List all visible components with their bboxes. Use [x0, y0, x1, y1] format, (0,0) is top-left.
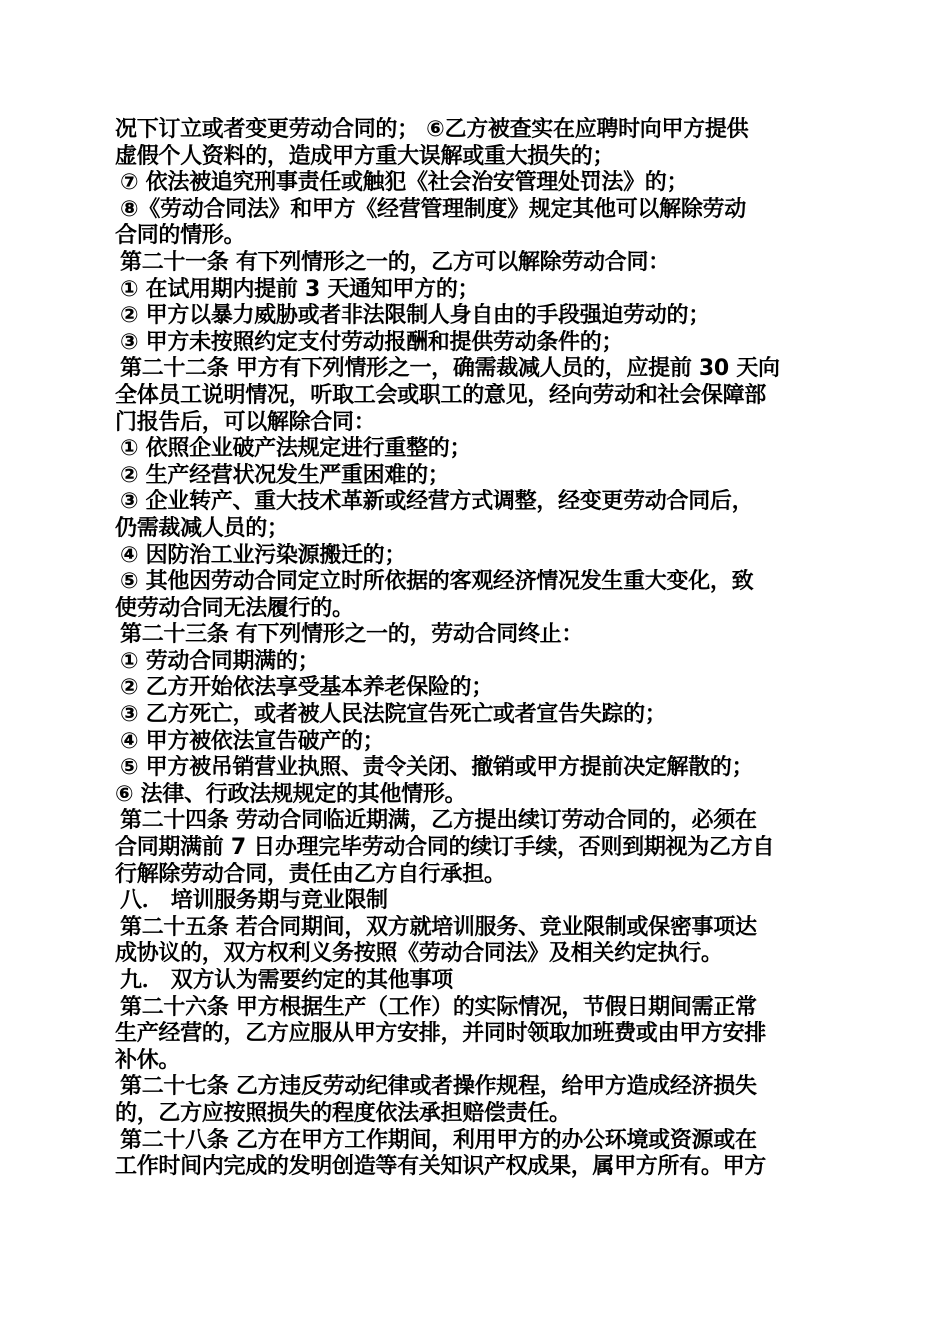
- text-line: ① 在试用期内提前 3 天通知甲方的；: [120, 276, 480, 302]
- text-line: 九． 双方认为需要约定的其他事项: [120, 968, 453, 993]
- document-page: [115, 117, 845, 1181]
- text-line: ⑤ 甲方被吊销营业执照、责令关闭、撤销或甲方提前决定解散的；: [120, 755, 754, 781]
- text-line: 成协议的，双方权利义务按照《劳动合同法》及相关约定执行。: [115, 941, 723, 967]
- text-line: ④ 因防治工业污染源搬迁的；: [120, 542, 407, 568]
- text-line: ③ 甲方未按照约定支付劳动报酬和提供劳动条件的；: [120, 329, 624, 355]
- text-line: 八． 培训服务期与竞业限制: [120, 888, 388, 914]
- text-line: ④ 甲方被依法宣告破产的；: [120, 728, 385, 754]
- text-line: 第二十七条 乙方违反劳动纪律或者操作规程，给甲方造成经济损失: [120, 1074, 757, 1100]
- text-line: 第二十六条 甲方根据生产（工作）的实际情况，节假日期间需正常: [120, 994, 757, 1020]
- text-line: 况下订立或者变更劳动合同的； ⑥乙方被查实在应聘时向甲方提供: [115, 117, 749, 142]
- text-line: ③ 企业转产、重大技术革新或经营方式调整，经变更劳动合同后，: [120, 489, 754, 515]
- text-line: ③ 乙方死亡，或者被人民法院宣告死亡或者宣告失踪的；: [120, 702, 667, 728]
- text-line: ⑦ 依法被追究刑事责任或触犯《社会治安管理处罚法》的；: [120, 170, 689, 196]
- text-line: 全体员工说明情况，听取工会或职工的意见，经向劳动和社会保障部: [115, 382, 767, 408]
- text-line: 门报告后，可以解除合同：: [115, 409, 376, 435]
- text-line: 合同的情形。: [115, 223, 246, 249]
- text-line: 第二十四条 劳动合同临近期满，乙方提出续订劳动合同的，必须在: [120, 808, 757, 834]
- text-line: 虚假个人资料的，造成甲方重大误解或重大损失的；: [115, 143, 615, 169]
- text-line: ⑤ 其他因劳动合同定立时所依据的客观经济情况发生重大变化，致: [120, 569, 754, 595]
- text-line: 工作时间内完成的发明创造等有关知识产权成果，属甲方所有。甲方: [115, 1154, 767, 1180]
- text-line: ① 劳动合同期满的；: [120, 648, 320, 674]
- text-line: ① 依照企业破产法规定进行重整的；: [120, 436, 472, 462]
- text-line: 合同期满前 7 日办理完毕劳动合同的续订手续，否则到期视为乙方自: [115, 835, 775, 861]
- text-line: ② 甲方以暴力威胁或者非法限制人身自由的手段强迫劳动的；: [120, 303, 710, 329]
- text-line: 第二十一条 有下列情形之一的，乙方可以解除劳动合同：: [120, 249, 670, 275]
- text-line: 第二十八条 乙方在甲方工作期间，利用甲方的办公环境或资源或在: [120, 1127, 757, 1153]
- text-line: 仍需裁减人员的；: [115, 515, 289, 541]
- text-line: 的，乙方应按照损失的程度依法承担赔偿责任。: [115, 1100, 571, 1126]
- text-line: 补休。: [115, 1047, 181, 1073]
- text-line: 生产经营的，乙方应服从甲方安排，并同时领取加班费或由甲方安排: [115, 1021, 767, 1047]
- text-line: 第二十二条 甲方有下列情形之一，确需裁减人员的，应提前 30 天向: [120, 356, 780, 382]
- text-line: ⑧《劳动合同法》和甲方《经营管理制度》规定其他可以解除劳动: [120, 196, 746, 222]
- text-line: ⑥ 法律、行政法规规定的其他情形。: [115, 781, 467, 807]
- text-line: 行解除劳动合同，责任由乙方自行承担。: [115, 861, 506, 887]
- text-line: ② 生产经营状况发生严重困难的；: [120, 462, 450, 488]
- text-line: ② 乙方开始依法享受基本养老保险的；: [120, 675, 493, 701]
- text-line: 使劳动合同无法履行的。: [115, 595, 354, 621]
- text-line: 第二十三条 有下列情形之一的，劳动合同终止：: [120, 622, 584, 648]
- text-line: 第二十五条 若合同期间，双方就培训服务、竞业限制或保密事项达: [120, 914, 757, 940]
